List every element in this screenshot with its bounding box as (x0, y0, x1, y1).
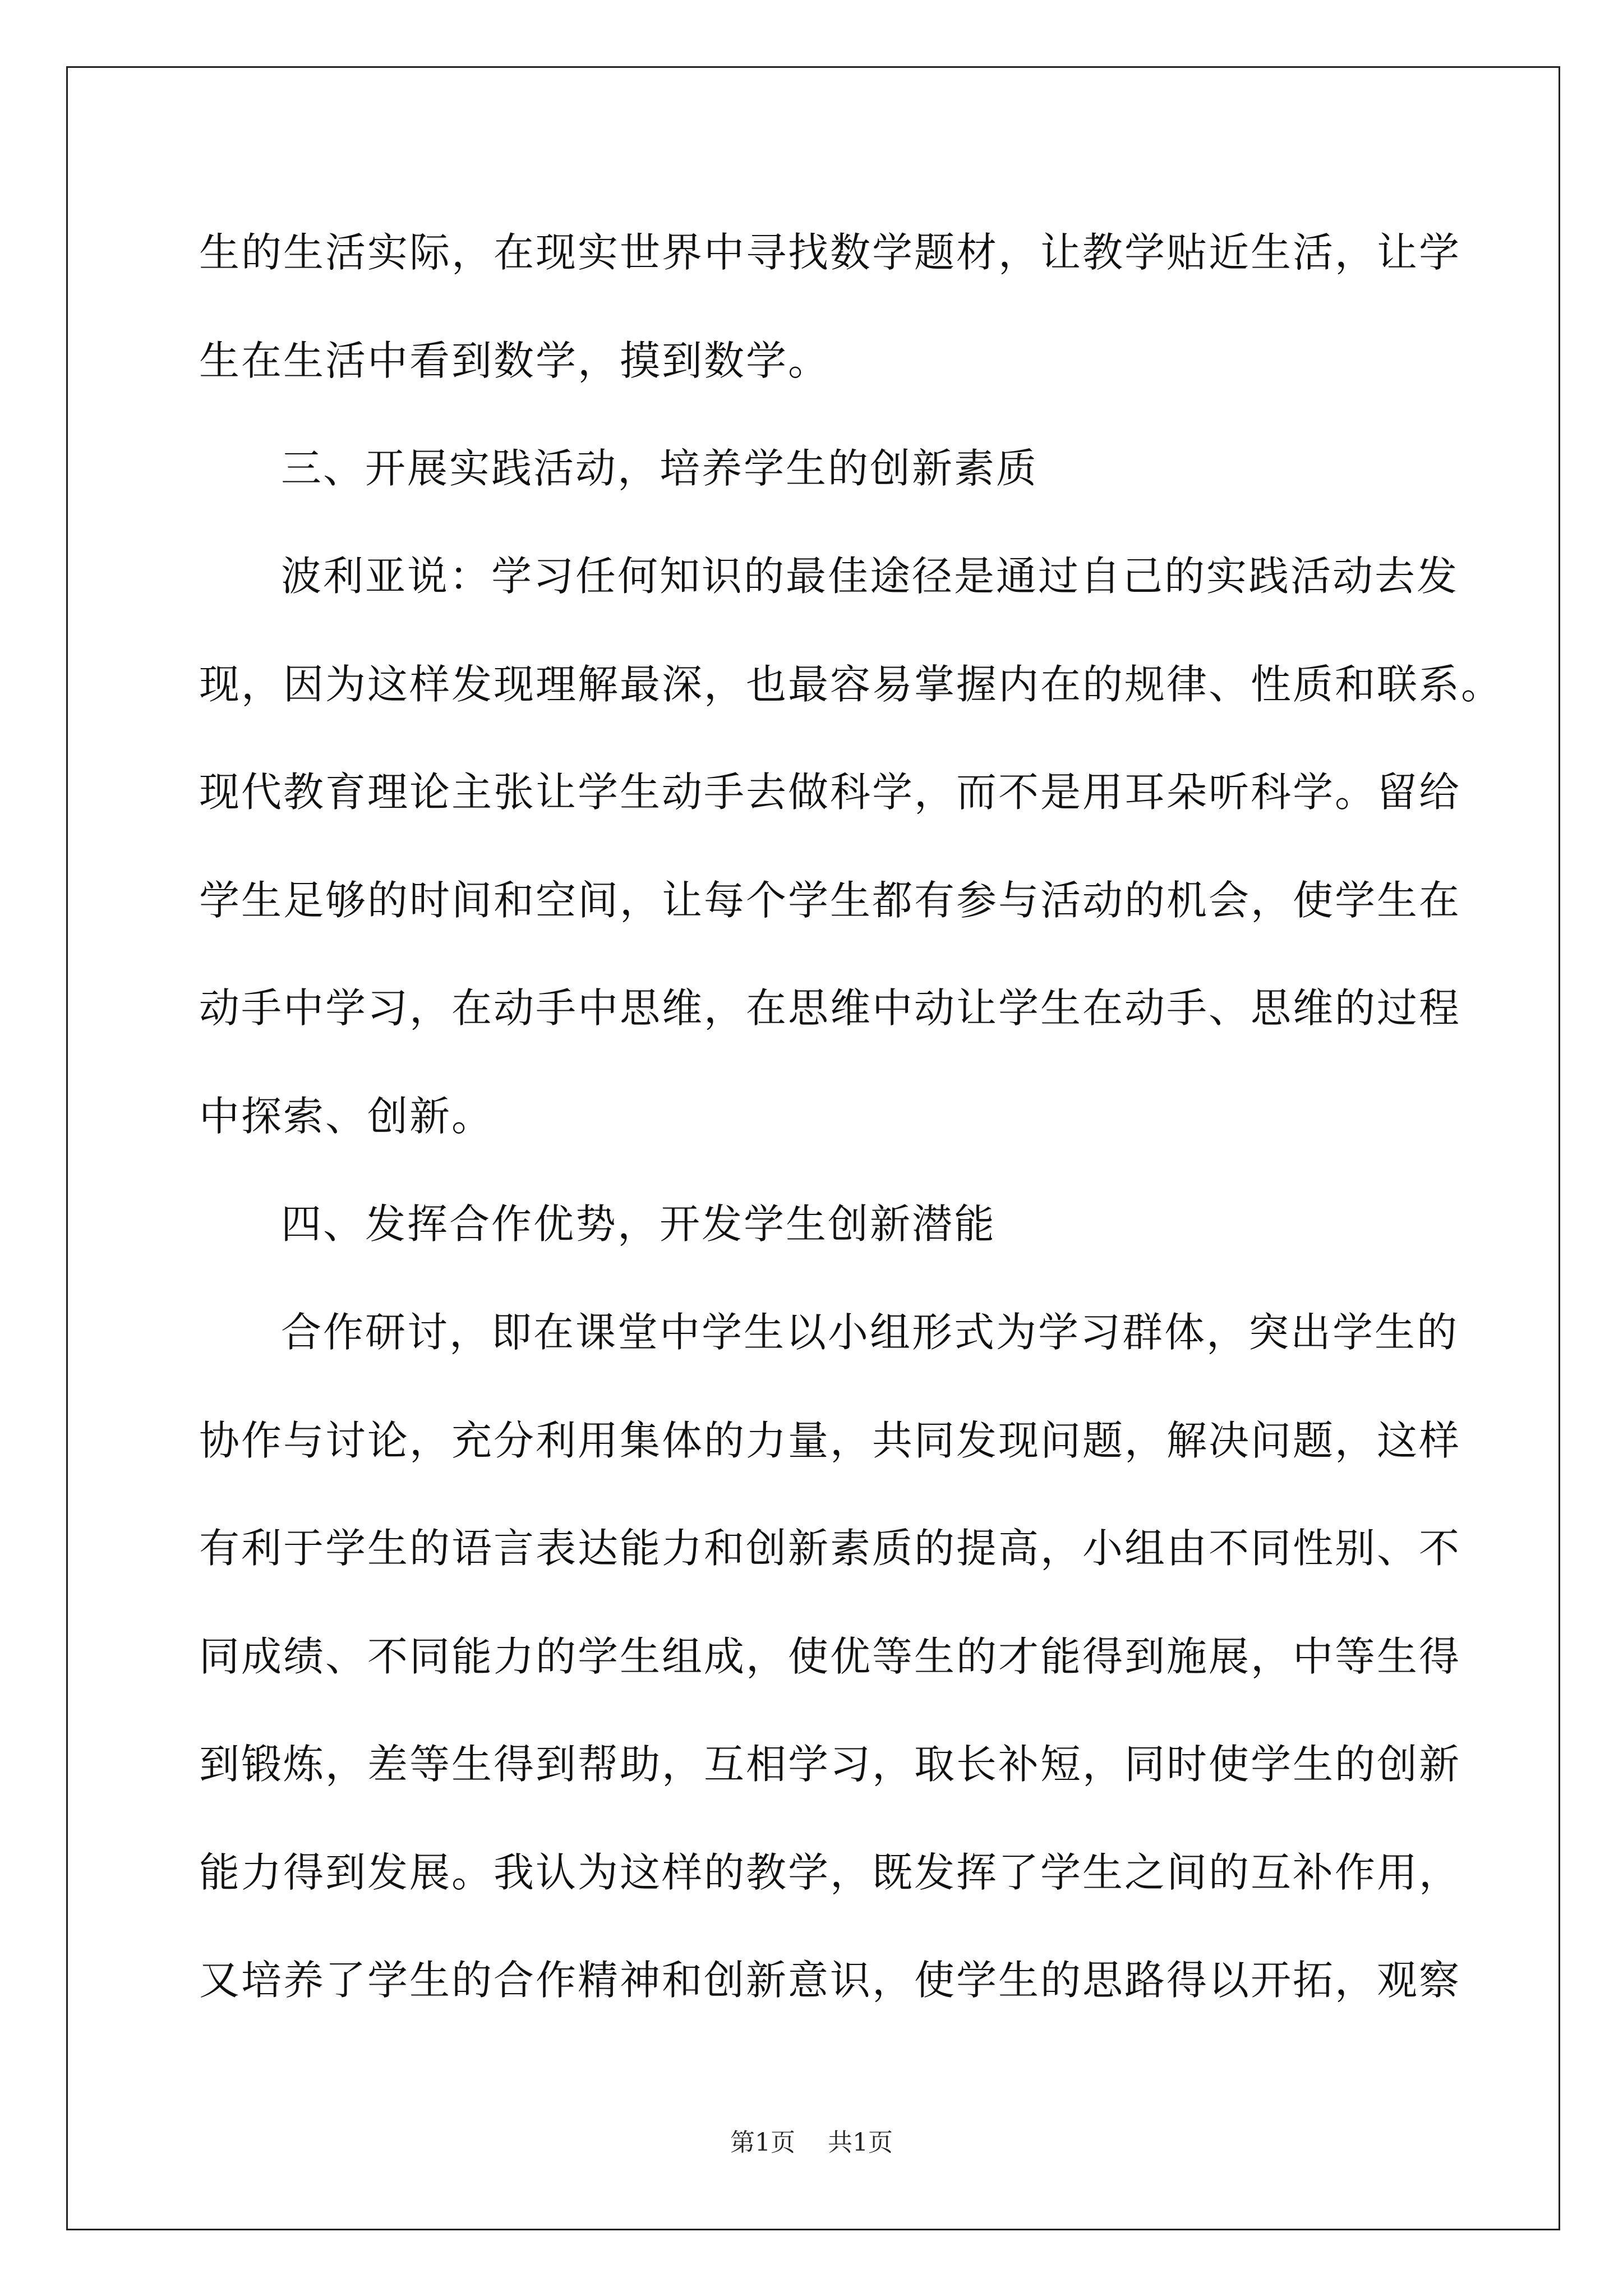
text-line: 有利于学生的语言表达能力和创新素质的提高，小组由不同性别、不 (199, 1525, 1461, 1572)
section-heading: 四、发挥合作优势，开发学生创新潜能 (281, 1200, 997, 1248)
page-footer (0, 2126, 1623, 2160)
text-line: 协作与讨论，充分利用集体的力量，共同发现问题，解决问题，这样 (199, 1417, 1461, 1464)
page-number-total: 共1页 (828, 2128, 893, 2157)
text-line: 动手中学习，在动手中思维，在思维中动让学生在动手、思维的过程 (199, 984, 1461, 1032)
section-heading: 三、开展实践活动，培养学生的创新素质 (281, 445, 1039, 492)
text-line: 波利亚说：学习任何知识的最佳途径是通过自己的实践活动去发 (281, 553, 1459, 600)
text-line: 学生足够的时间和空间，让每个学生都有参与活动的机会，使学生在 (199, 877, 1461, 924)
text-line: 能力得到发展。我认为这样的教学，既发挥了学生之间的互补作用， (199, 1849, 1461, 1896)
text-line: 生的生活实际，在现实世界中寻找数学题材，让教学贴近生活，让学 (199, 229, 1461, 276)
text-line: 又培养了学生的合作精神和创新意识，使学生的思路得以开拓，观察 (199, 1957, 1461, 2004)
text-line: 合作研讨，即在课堂中学生以小组形式为学习群体，突出学生的 (281, 1309, 1459, 1356)
page-number-current: 第1页 (730, 2128, 795, 2157)
text-line: 现代教育理论主张让学生动手去做科学，而不是用耳朵听科学。留给 (199, 769, 1461, 816)
text-line: 生在生活中看到数学，摸到数学。 (199, 337, 831, 384)
text-line: 同成绩、不同能力的学生组成，使优等生的才能得到施展，中等生得 (199, 1633, 1461, 1680)
text-line: 中探索、创新。 (199, 1093, 494, 1140)
text-line: 到锻炼，差等生得到帮助，互相学习，取长补短，同时使学生的创新 (199, 1741, 1461, 1788)
text-line: 现，因为这样发现理解最深，也最容易掌握内在的规律、性质和联系。 (199, 661, 1504, 708)
page-frame (66, 66, 1560, 2230)
